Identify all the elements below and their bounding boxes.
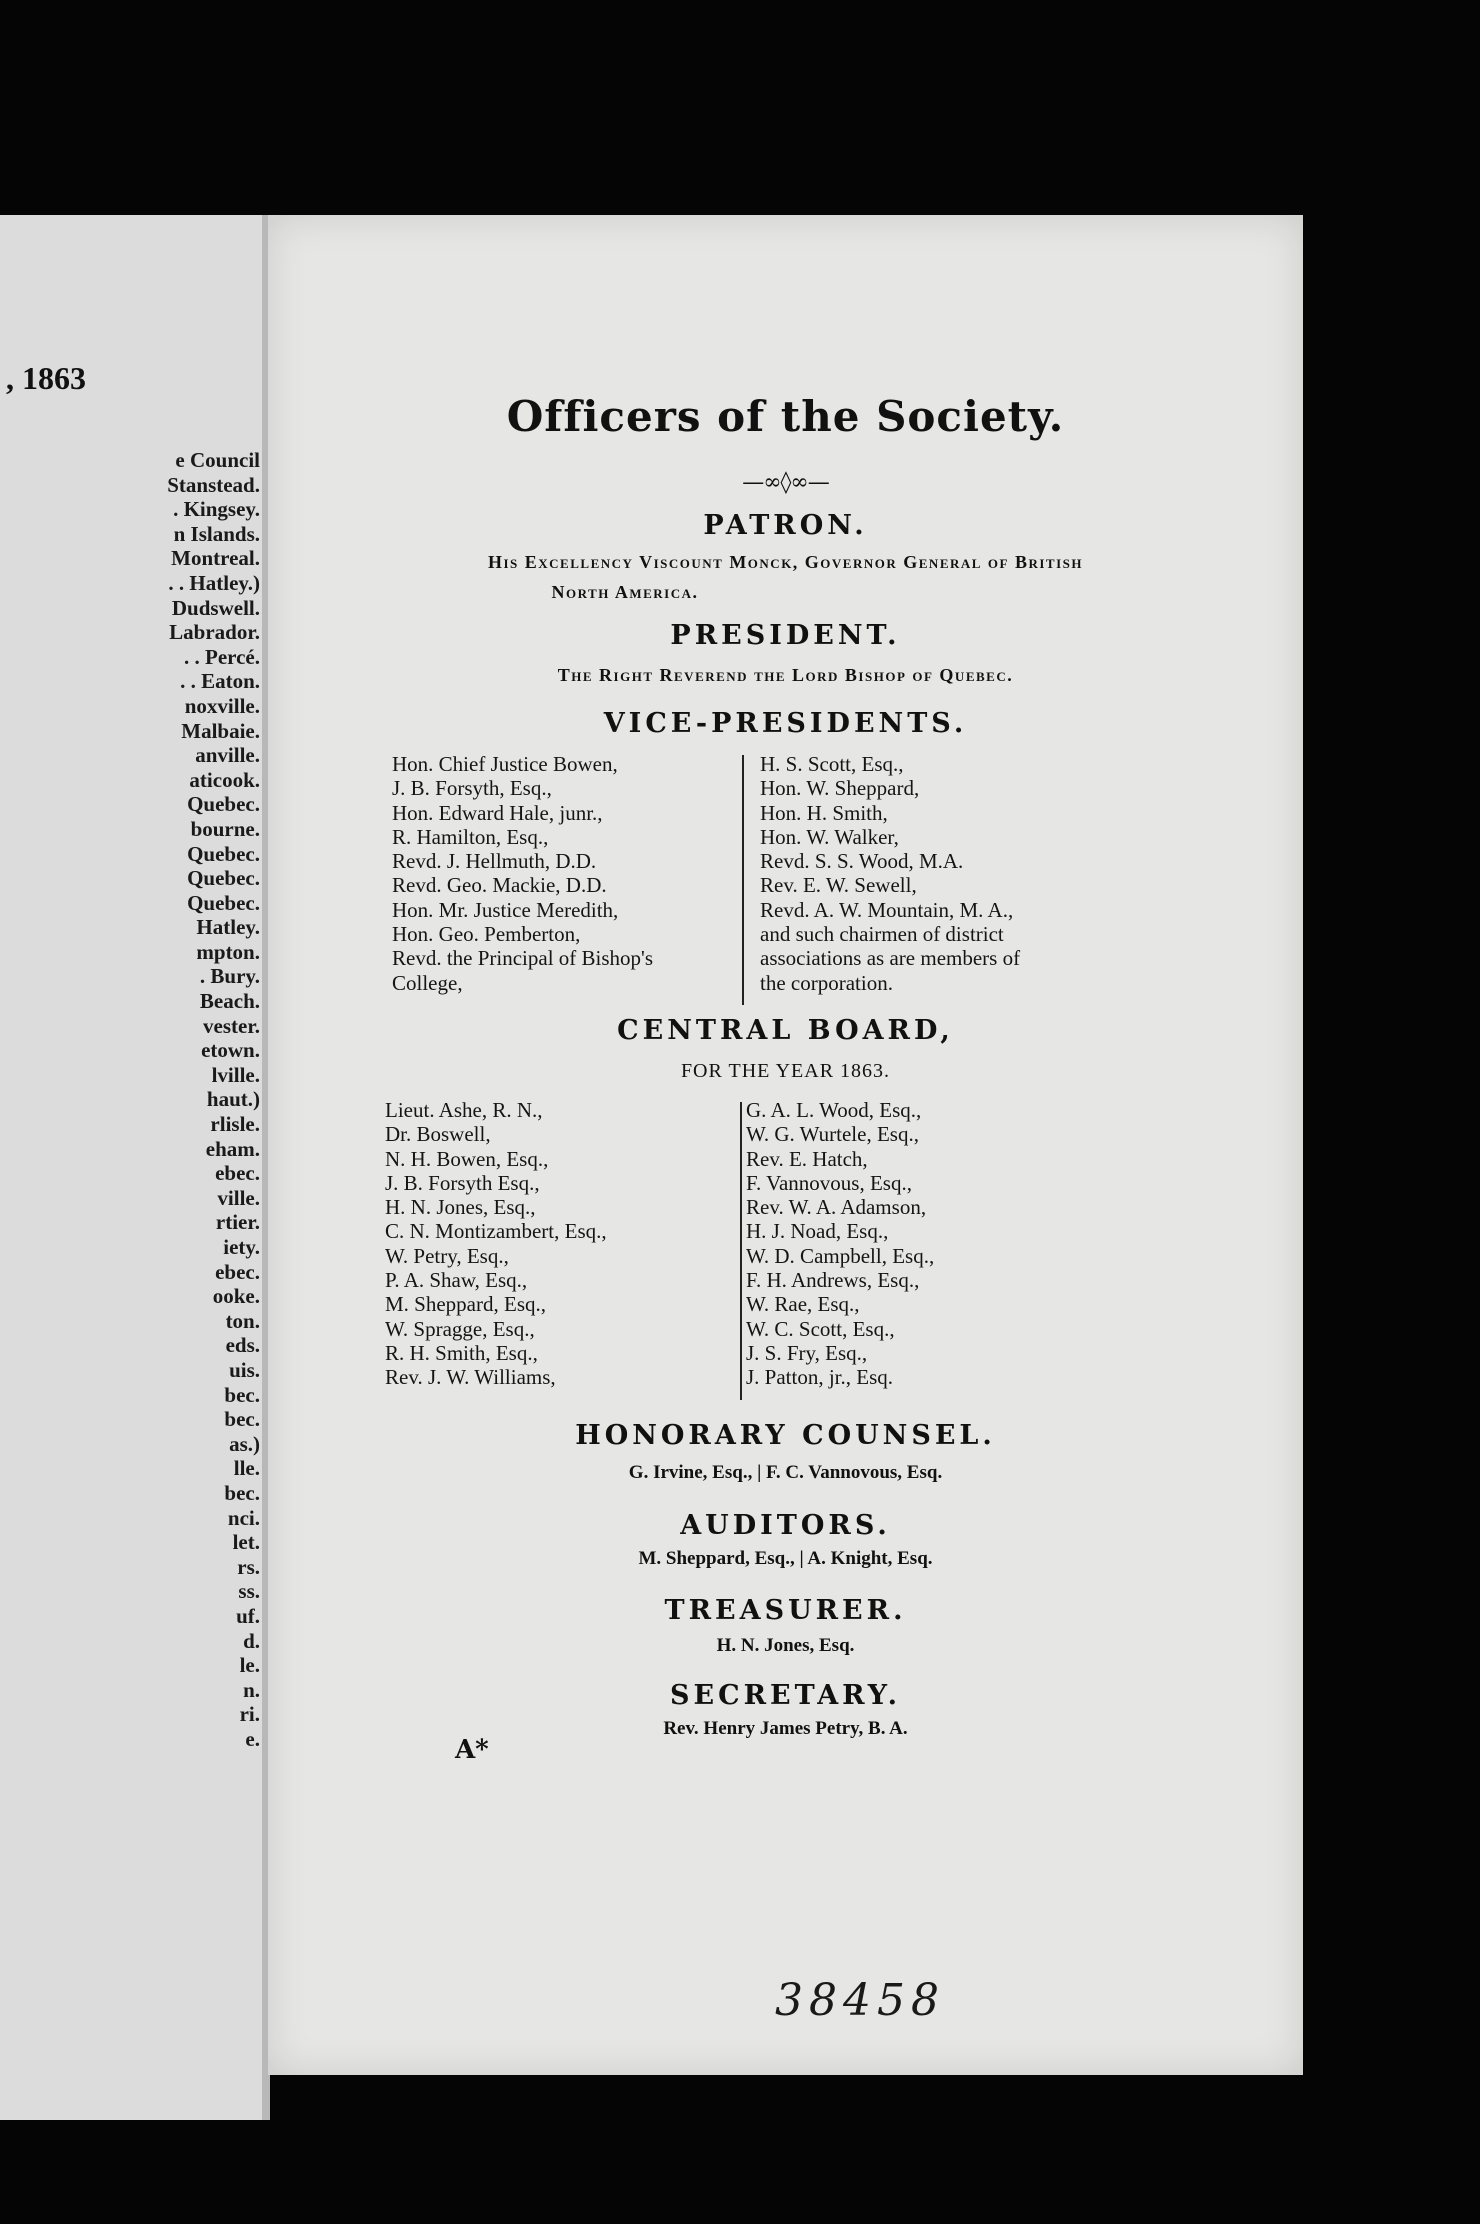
vice-presidents-heading: VICE-PRESIDENTS. <box>603 708 968 739</box>
left-page-line: Quebec. <box>187 841 260 866</box>
left-page-line: n Islands. <box>173 521 260 546</box>
board-member-entry: N. H. Bowen, Esq., <box>385 1146 549 1171</box>
title-ornament: —∞◊∞— <box>742 470 829 495</box>
vice-president-entry: H. S. Scott, Esq., <box>760 752 904 776</box>
central-board-divider <box>740 1102 742 1400</box>
board-member-entry: Rev. E. Hatch, <box>746 1146 868 1171</box>
vice-presidents-left-column <box>392 752 653 995</box>
left-page-line: Malbaie. <box>181 718 260 743</box>
auditors-heading: AUDITORS. <box>680 1510 891 1541</box>
left-page-line: lville. <box>211 1062 260 1087</box>
left-page-line: bec. <box>224 1480 260 1505</box>
treasurer-heading: TREASURER. <box>664 1595 907 1626</box>
vice-president-entry: Revd. J. Hellmuth, D.D. <box>392 849 597 874</box>
left-page-line: rs. <box>237 1554 260 1579</box>
president-heading: PRESIDENT. <box>670 620 901 651</box>
left-page-line: as.) <box>229 1431 260 1456</box>
patron-line-2: North America. <box>551 582 699 602</box>
left-page-line: etown. <box>201 1038 260 1063</box>
vice-president-entry: Hon. Chief Justice Bowen, <box>392 752 618 776</box>
left-page-line: ebec. <box>215 1161 260 1186</box>
central-board-right-column <box>746 1098 934 1390</box>
left-page-line: Quebec. <box>187 866 260 891</box>
left-page-line: ooke. <box>212 1284 260 1309</box>
left-page-line: n. <box>243 1677 260 1702</box>
vice-president-entry: Rev. E. W. Sewell, <box>760 873 917 898</box>
board-member-entry: C. N. Montizambert, Esq., <box>385 1219 607 1244</box>
left-page-lines <box>0 448 260 1751</box>
page-title: Officers of the Society. <box>506 392 1065 441</box>
central-board-subheading: FOR THE YEAR 1863. <box>680 1060 891 1082</box>
left-page-line: haut.) <box>206 1087 260 1112</box>
left-page-line: . Kingsey. <box>173 497 260 522</box>
board-member-entry: M. Sheppard, Esq., <box>385 1292 546 1317</box>
left-page-line: Quebec. <box>187 792 260 817</box>
vice-president-entry: Hon. W. Walker, <box>760 824 899 849</box>
left-page-line: anville. <box>195 743 260 768</box>
left-page-line: mpton. <box>196 939 260 964</box>
left-page-line: Labrador. <box>169 620 260 645</box>
left-page-line: rtier. <box>215 1210 260 1235</box>
left-page-line: Quebec. <box>187 890 260 915</box>
left-page-line: Dudswell. <box>171 595 260 620</box>
board-member-entry: J. B. Forsyth Esq., <box>385 1170 540 1195</box>
vice-president-entry: the corporation. <box>760 970 893 995</box>
vice-president-entry: Hon. Mr. Justice Meredith, <box>392 897 619 922</box>
vice-president-entry: Revd. the Principal of Bishop's <box>392 946 654 971</box>
vice-president-entry: Hon. Edward Hale, junr., <box>392 800 603 825</box>
left-page-line: bec. <box>224 1407 260 1432</box>
left-page-line: aticook. <box>189 767 260 792</box>
vice-president-entry: associations as are members of <box>760 946 1021 971</box>
left-page-line: vester. <box>203 1013 260 1038</box>
left-page-line: lle. <box>233 1456 260 1481</box>
left-page-line: le. <box>239 1653 260 1678</box>
vice-president-entry: Hon. H. Smith, <box>760 800 888 825</box>
president-line: The Right Reverend the Lord Bishop of Quebec. <box>557 665 1014 685</box>
vice-president-entry: J. B. Forsyth, Esq., <box>392 776 552 801</box>
left-page-line: e Council <box>175 448 260 472</box>
left-page-line: uis. <box>229 1357 260 1382</box>
left-page-line: ville. <box>217 1185 260 1210</box>
secretary-line: Rev. Henry James Petry, B. A. <box>663 1718 908 1739</box>
left-page-line: eham. <box>205 1136 260 1161</box>
vice-presidents-right-column <box>760 752 1020 995</box>
vice-president-entry: Revd. S. S. Wood, M.A. <box>760 849 964 874</box>
vice-president-entry: and such chairmen of district <box>760 922 1004 947</box>
board-member-entry: G. A. L. Wood, Esq., <box>746 1098 922 1122</box>
board-member-entry: Lieut. Ashe, R. N., <box>385 1098 543 1122</box>
left-page-line: . Bury. <box>199 964 260 989</box>
honorary-counsel-heading: HONORARY COUNSEL. <box>575 1420 996 1451</box>
patron-heading: PATRON. <box>703 510 868 541</box>
board-member-entry: W. C. Scott, Esq., <box>746 1316 895 1341</box>
board-member-entry: W. G. Wurtele, Esq., <box>746 1122 919 1147</box>
left-page-date: , 1863 <box>6 360 86 396</box>
left-page-line: eds. <box>225 1333 260 1358</box>
left-page-line: iety. <box>223 1235 260 1259</box>
vice-president-entry: Revd. A. W. Mountain, M. A., <box>760 897 1014 922</box>
left-page-line: Montreal. <box>171 546 260 571</box>
board-member-entry: H. J. Noad, Esq., <box>746 1219 889 1244</box>
auditors-line: M. Sheppard, Esq., | A. Knight, Esq. <box>638 1548 933 1569</box>
central-board-heading: CENTRAL BOARD, <box>617 1015 954 1046</box>
left-page-line: ebec. <box>215 1259 260 1284</box>
board-member-entry: P. A. Shaw, Esq., <box>385 1268 528 1293</box>
left-page-line: rlisle. <box>210 1112 260 1137</box>
left-page-line: . . Hatley.) <box>168 570 260 595</box>
left-page-line: noxville. <box>184 693 260 718</box>
board-member-entry: F. H. Andrews, Esq., <box>746 1268 920 1293</box>
left-page-line: . . Eaton. <box>180 669 260 694</box>
board-member-entry: Dr. Boswell, <box>385 1122 491 1147</box>
board-member-entry: W. Spragge, Esq., <box>385 1316 535 1341</box>
left-page-line: bourne. <box>190 816 260 841</box>
left-page-line: Beach. <box>199 989 260 1014</box>
vice-president-entry: College, <box>392 970 463 995</box>
signature-mark: A* <box>455 1735 489 1765</box>
left-page-line: uf. <box>236 1603 260 1628</box>
handwritten-number: 38458 <box>775 1975 945 2026</box>
treasurer-line: H. N. Jones, Esq. <box>716 1635 855 1656</box>
left-page-line: bec. <box>224 1382 260 1407</box>
left-page-line: nci. <box>227 1505 260 1530</box>
board-member-entry: Rev. J. W. Williams, <box>385 1365 556 1390</box>
secretary-heading: SECRETARY. <box>670 1680 901 1711</box>
left-page-line: ri. <box>239 1702 260 1727</box>
left-page-line: Stanstead. <box>167 472 260 497</box>
left-page-line: ton. <box>225 1308 260 1333</box>
left-page-line: ss. <box>238 1579 260 1604</box>
vice-president-entry: R. Hamilton, Esq., <box>392 824 549 849</box>
board-member-entry: W. Rae, Esq., <box>746 1292 860 1317</box>
board-member-entry: J. S. Fry, Esq., <box>746 1340 868 1365</box>
vice-president-entry: Hon. W. Sheppard, <box>760 776 920 801</box>
left-page-line: Hatley. <box>196 915 260 940</box>
board-member-entry: W. D. Campbell, Esq., <box>746 1243 935 1268</box>
vice-president-entry: Hon. Geo. Pemberton, <box>392 922 581 947</box>
vice-presidents-divider <box>742 755 744 1005</box>
left-page-line: . . Percé. <box>184 644 260 669</box>
patron-line-1: His Excellency Viscount Monck, Governor General of British <box>487 552 1084 572</box>
vice-president-entry: Revd. Geo. Mackie, D.D. <box>392 873 607 898</box>
left-page-line: d. <box>243 1628 260 1653</box>
central-board-left-column <box>385 1098 607 1390</box>
board-member-entry: W. Petry, Esq., <box>385 1243 509 1268</box>
board-member-entry: J. Patton, jr., Esq. <box>746 1365 894 1390</box>
honorary-counsel-line: G. Irvine, Esq., | F. C. Vannovous, Esq. <box>628 1462 943 1483</box>
board-member-entry: Rev. W. A. Adamson, <box>746 1195 927 1220</box>
board-member-entry: R. H. Smith, Esq., <box>385 1340 538 1365</box>
left-page-line: let. <box>232 1530 260 1555</box>
board-member-entry: F. Vannovous, Esq., <box>746 1170 912 1195</box>
left-page-line: e. <box>245 1726 260 1751</box>
board-member-entry: H. N. Jones, Esq., <box>385 1195 536 1220</box>
